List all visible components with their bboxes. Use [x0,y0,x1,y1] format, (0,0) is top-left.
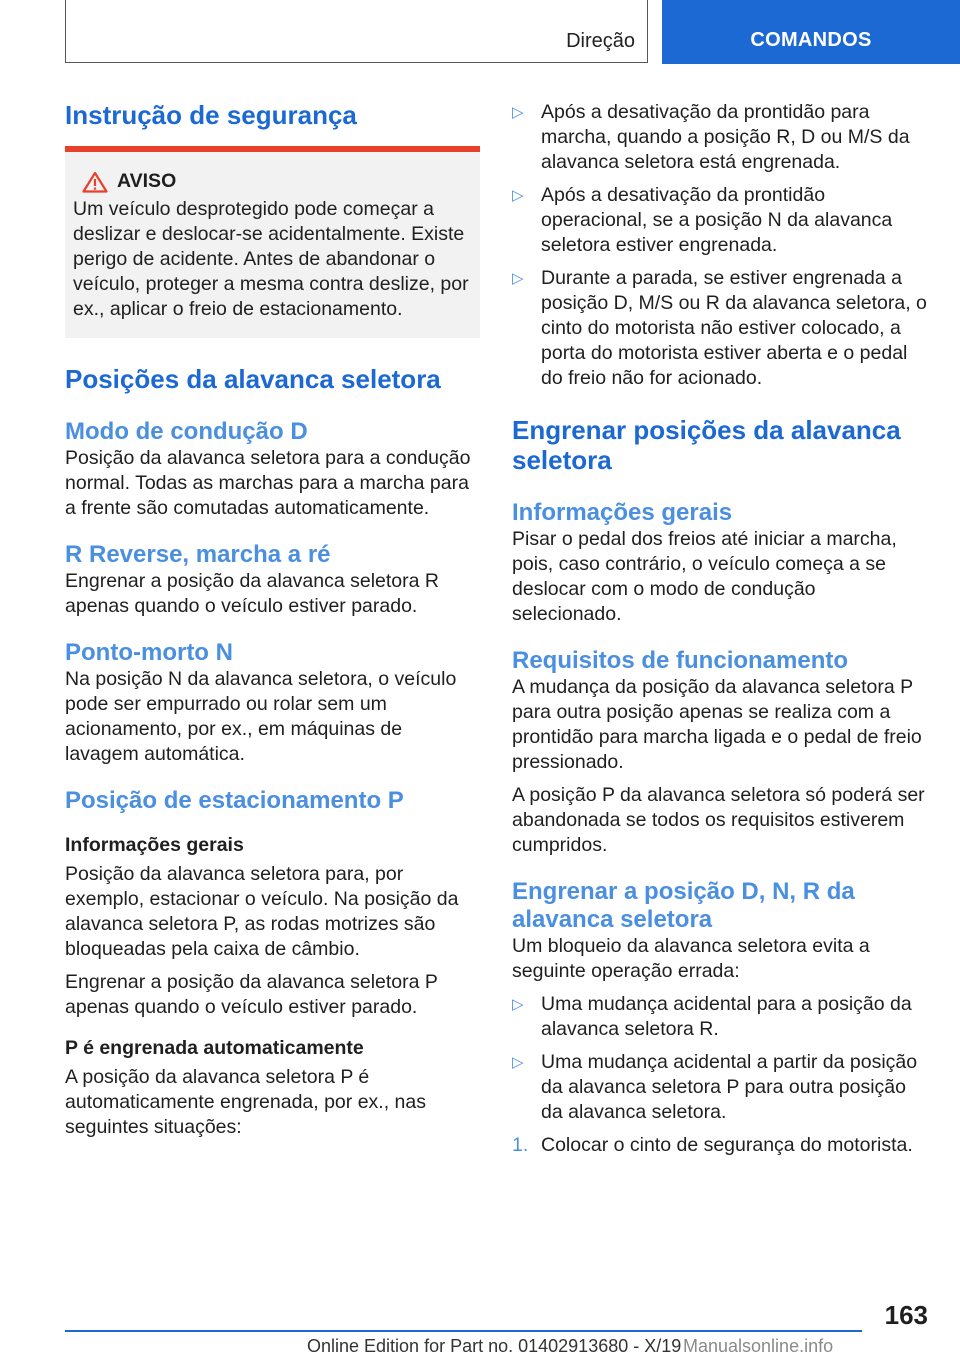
park-heading: Posição de estacionamento P [65,787,404,814]
neutral-text: Na posição N da alavanca seletora, o veículo pode ser empurrado ou rolar sem um acionamento, por ex., em máquinas de lavagem automática. [65,668,457,765]
section-title: Direção [566,30,635,52]
park-auto-heading: P é engrenada automaticamente [65,1037,364,1059]
triangle-bullet-icon: ▷ [512,996,524,1013]
steps-list [512,1133,928,1158]
auto-park-list [512,100,928,391]
right-column [512,100,928,1166]
dnr-list [512,992,928,1125]
footer-rule [65,1330,862,1332]
page-number: 163 [884,1300,928,1330]
park-info-text-2: Engrenar a posição da alavanca seletora P apenas quando o veículo estiver parado. [65,971,438,1018]
edition-text: Online Edition for Part no. 01402913680 - X/19 [307,1336,682,1356]
list-item: ▷ Uma mudança acidental a partir da posição da alavanca seletora P para outra posição da alavanca seletora. [512,1051,918,1123]
drive-heading: Modo de condução D [65,418,308,445]
list-item: ▷ Uma mudança acidental para a posição da alavanca seletora R. [512,993,912,1040]
step-number: 1. [512,1134,529,1156]
park-info-text-1: Posição da alavanca seletora para, por exemplo, estacionar o veículo. Na posição da alavanca seletora P, as rodas motrizes são bloqueadas pela caixa de câmbio. [65,863,459,960]
warning-box [65,152,480,338]
warning-triangle-icon [73,171,117,193]
dnr-text: Um bloqueio da alavanca seletora evita a seguinte operação errada: [512,935,870,982]
general-text: Pisar o pedal dos freios até iniciar a marcha, pois, caso contrário, o veículo começa a se deslocar com o modo de condução selecionado. [512,528,897,625]
reverse-heading: R Reverse, marcha a ré [65,541,331,568]
reverse-text: Engrenar a posição da alavanca seletora R apenas quando o veículo estiver parado. [65,570,439,617]
left-column [65,100,480,1148]
list-item: ▷ Após a desativação da prontidão para marcha, quando a posição R, D ou M/S da alavanca seletora está engrenada. [512,101,910,173]
requirements-text-1: A mudança da posição da alavanca seletora P para outra posição apenas se realiza com a prontidão para marcha ligada e o pedal de freio pressionado. [512,676,922,773]
safety-heading: Instrução de segurança [65,100,357,130]
triangle-bullet-icon: ▷ [512,1054,524,1071]
warning-text: Um veículo desprotegido pode começar a deslizar e deslocar-se acidentalmente. Existe perigo de acidente. Antes de abandonar o veículo, proteger a mesma contra deslize, por ex., aplicar o freio de estacionamento. [73,198,469,320]
park-info-heading: Informações gerais [65,834,244,856]
triangle-bullet-icon: ▷ [512,187,524,204]
engage-heading: Engrenar posições da alavanca seletora [512,415,901,475]
drive-text: Posição da alavanca seletora para a condução normal. Todas as marchas para a marcha para a frente são comutadas automaticamente. [65,447,471,519]
triangle-bullet-icon: ▷ [512,104,524,121]
dnr-heading: Engrenar a posição D, N, R da alavanca seletora [512,878,855,933]
park-auto-text: A posição da alavanca seletora P é automaticamente engrenada, por ex., nas seguintes situações: [65,1066,426,1138]
requirements-heading: Requisitos de funcionamento [512,647,849,674]
positions-heading: Posições da alavanca seletora [65,364,441,394]
neutral-heading: Ponto-morto N [65,639,233,666]
general-heading: Informações gerais [512,499,733,526]
list-item: ▷ Após a desativação da prontidão operacional, se a posição N da alavanca seletora estiver engrenada. [512,184,893,256]
step-item: 1. Colocar o cinto de segurança do motorista. [512,1134,913,1156]
chapter-tab[interactable]: COMANDOS [662,0,960,64]
header-frame [65,0,648,63]
warning-title: AVISO [117,170,177,192]
triangle-bullet-icon: ▷ [512,270,524,287]
list-item: ▷ Durante a parada, se estiver engrenada a posição D, M/S ou R da alavanca seletora, o cinto do motorista não estiver colocado, a porta do motorista estiver aberta e o pedal do freio não for acionado. [512,267,927,389]
watermark: Manualsonline.info [683,1336,834,1356]
requirements-text-2: A posição P da alavanca seletora só poderá ser abandonada se todos os requisitos estiverem cumpridos. [512,784,925,856]
